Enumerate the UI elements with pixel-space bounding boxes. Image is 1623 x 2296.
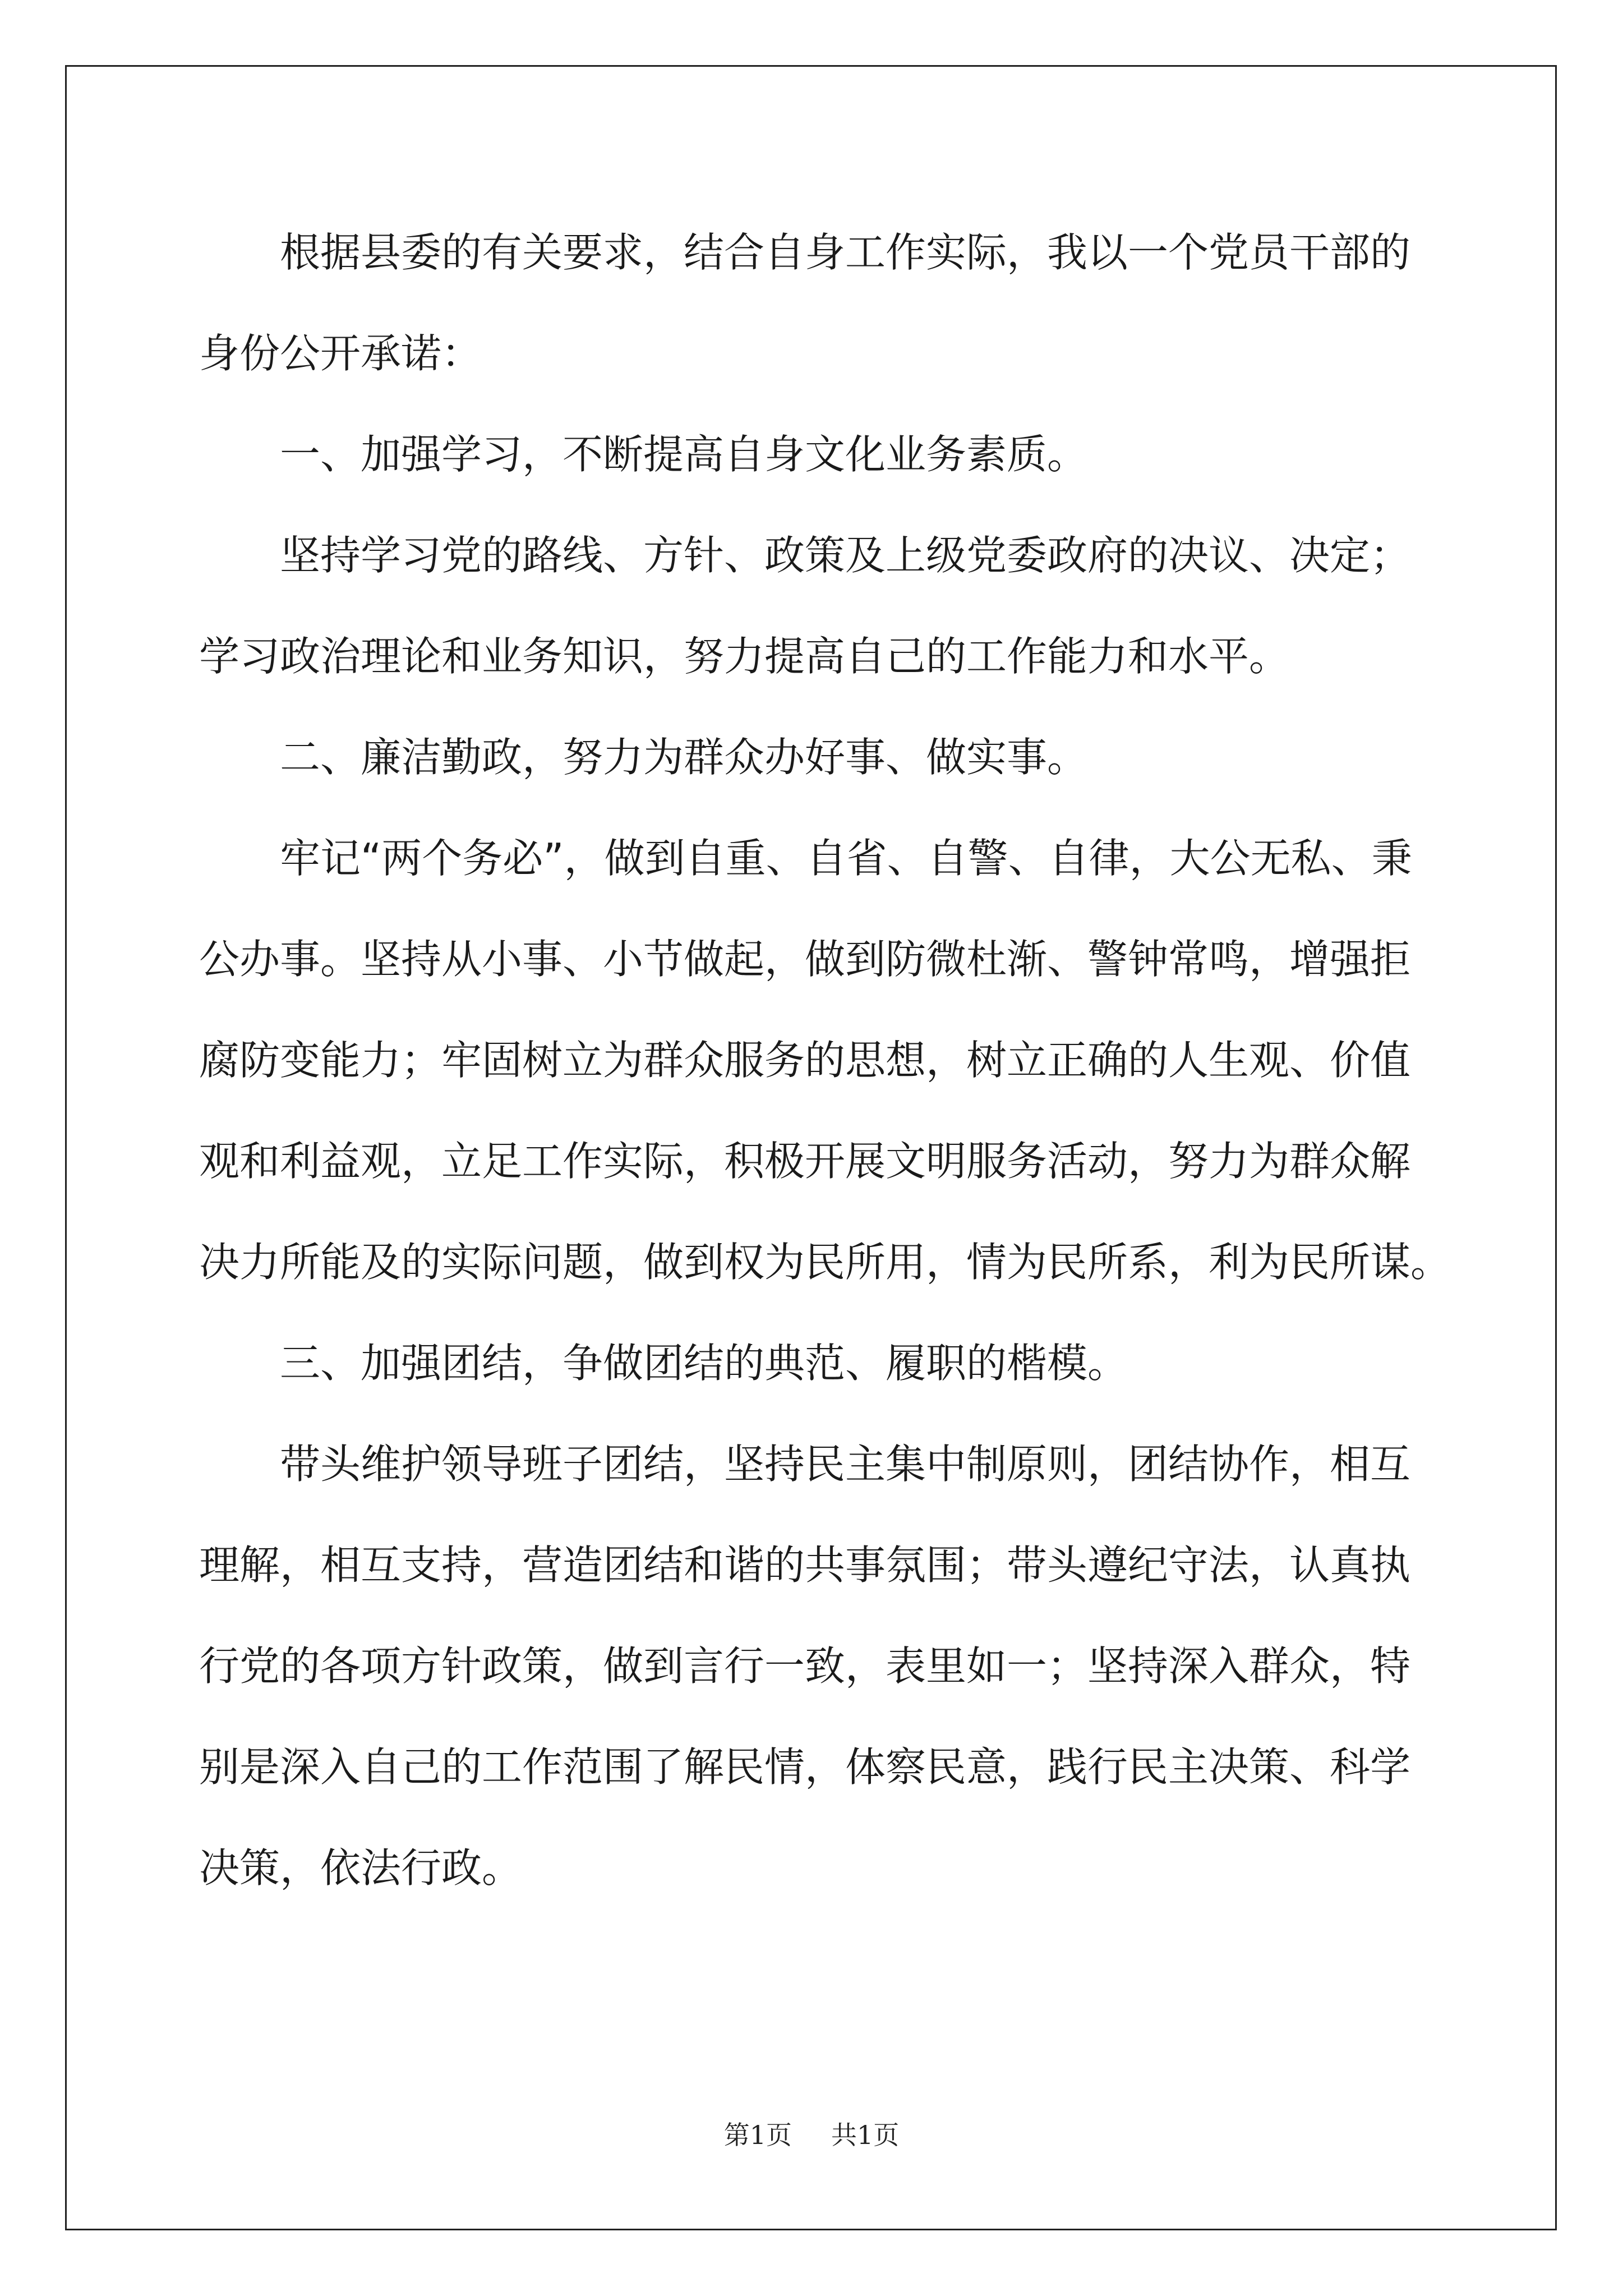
- text-line: 理解，相互支持，营造团结和谐的共事氛围；带头遵纪守法，认真执: [199, 1542, 1411, 1589]
- page-number: 第1页: [723, 2120, 792, 2150]
- page-footer: [0, 2115, 1623, 2152]
- text-line: 带头维护领导班子团结，坚持民主集中制原则，团结协作，相互: [280, 1441, 1411, 1488]
- text-line: 决策，依法行政。: [199, 1844, 523, 1892]
- text-line: 腐防变能力；牢固树立为群众服务的思想，树立正确的人生观、价值: [199, 1037, 1411, 1084]
- text-line: 观和利益观，立足工作实际，积极开展文明服务活动，努力为群众解: [199, 1138, 1411, 1185]
- document-body: [199, 202, 1451, 1918]
- text-line: 根据县委的有关要求，结合自身工作实际，我以一个党员干部的: [280, 229, 1411, 276]
- text-line: 别是深入自己的工作范围了解民情，体察民意，践行民主决策、科学: [199, 1743, 1411, 1791]
- page-total: 共1页: [831, 2120, 900, 2150]
- text-line: 行党的各项方针政策，做到言行一致，表里如一；坚持深入群众，特: [199, 1642, 1411, 1690]
- text-line: 身份公开承诺：: [199, 330, 482, 377]
- section-heading: 三、加强团结，争做团结的典范、履职的楷模。: [280, 1340, 1128, 1387]
- text-line: 坚持学习党的路线、方针、政策及上级党委政府的决议、决定；: [280, 532, 1411, 579]
- text-line: 决力所能及的实际问题，做到权为民所用，情为民所系，利为民所谋。: [199, 1239, 1451, 1286]
- section-heading: 一、加强学习，不断提高自身文化业务素质。: [280, 431, 1088, 478]
- text-line: 牢记“两个务必”，做到自重、自省、自警、自律，大公无私、秉: [280, 835, 1412, 882]
- text-line: 学习政治理论和业务知识，努力提高自己的工作能力和水平。: [199, 633, 1290, 680]
- text-line: 公办事。坚持从小事、小节做起，做到防微杜渐、警钟常鸣，增强拒: [199, 936, 1411, 983]
- section-heading: 二、廉洁勤政，努力为群众办好事、做实事。: [280, 734, 1088, 781]
